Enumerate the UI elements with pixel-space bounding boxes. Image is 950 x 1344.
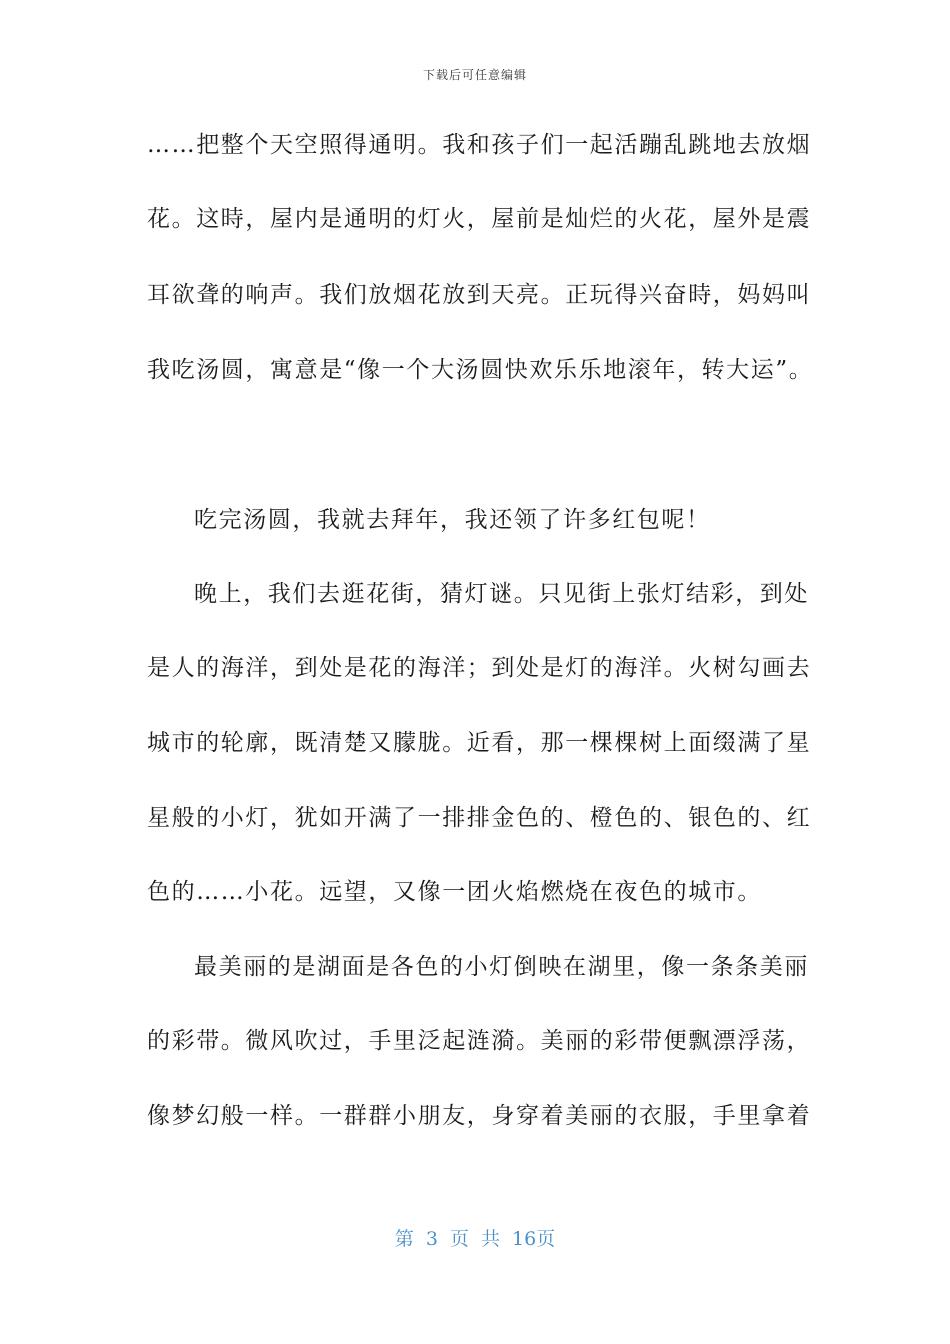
paragraph-line: 的彩带。微风吹过，手里泛起涟漪。美丽的彩带便飘漂浮荡， [147,1028,812,1054]
paragraph-line: 像梦幻般一样。一群群小朋友，身穿着美丽的衣服，手里拿着 [147,1103,812,1129]
paragraph-line: 耳欲聋的响声。我们放烟花放到天亮。正玩得兴奋時，妈妈叫 [147,282,812,308]
paragraph-line: 花。这時，屋内是通明的灯火，屋前是灿烂的火花，屋外是震 [147,206,812,232]
paragraph-line: 城市的轮廓，既清楚又朦胧。近看，那一棵棵树上面缀满了星 [147,730,812,756]
page-number: 第 3 页 共 16页 [394,1228,556,1250]
paragraph-line: 是人的海洋，到处是花的海洋；到处是灯的海洋。火树勾画去 [147,655,812,681]
paragraph-line: 最美丽的是湖面是各色的小灯倒映在湖里，像一条条美丽 [194,954,809,980]
paragraph-line: 吃完汤圆，我就去拜年，我还领了许多红包呢！ [194,507,711,533]
paragraph-line: 我吃汤圆，寓意是“像一个大汤圆快欢乐乐地滚年，转大运”。 [147,357,814,383]
paragraph-line: 晚上，我们去逛花街，猜灯谜。只见街上张灯结彩，到处 [194,581,809,607]
paragraph-line: 色的……小花。远望，又像一团火焰燃烧在夜色的城市。 [147,879,762,905]
paragraph-line: 星般的小灯，犹如开满了一排排金色的、橙色的、银色的、红 [147,805,812,831]
paragraph-line: ……把整个天空照得通明。我和孩子们一起活蹦乱跳地去放烟 [147,132,812,158]
page-header: 下载后可任意编辑 [422,68,527,82]
